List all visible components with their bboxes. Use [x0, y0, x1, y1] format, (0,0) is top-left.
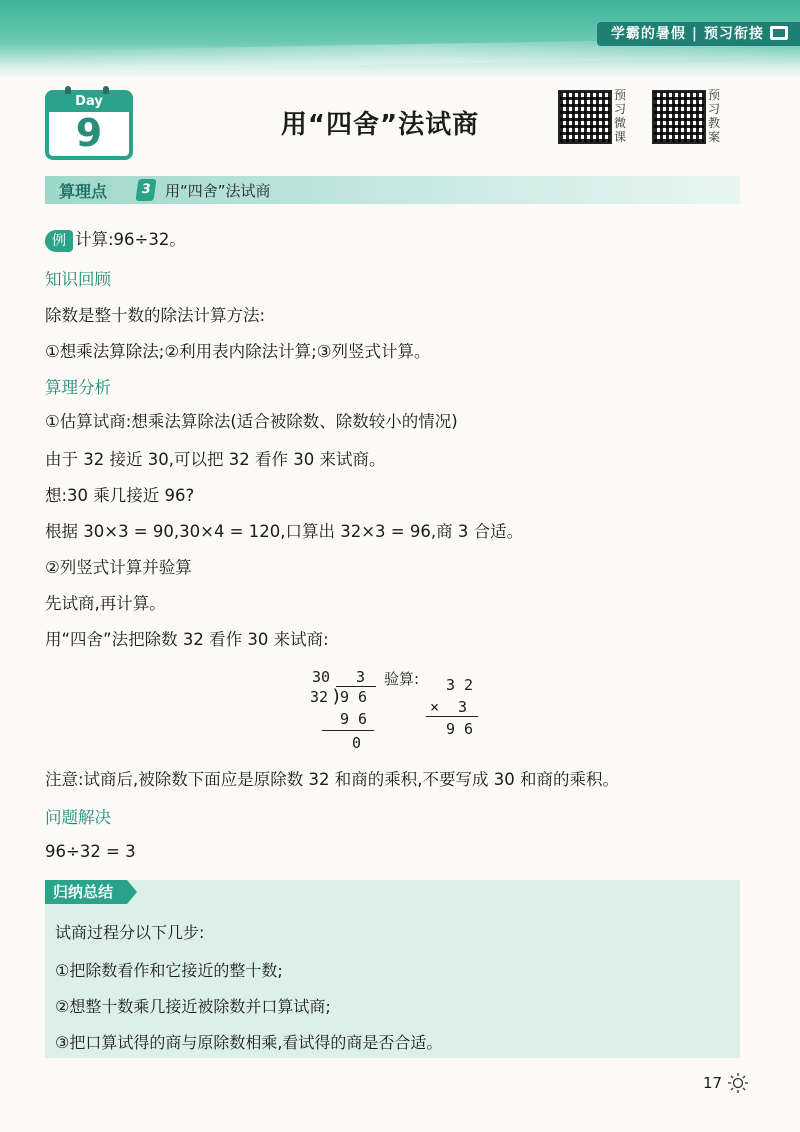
dividend: 9 6	[340, 688, 368, 706]
check-multiplicand: 3 2	[446, 676, 474, 694]
qr-code-icon[interactable]	[558, 90, 612, 144]
check-label: 验算:	[384, 670, 420, 688]
section-number: 3	[135, 179, 156, 201]
long-division	[300, 668, 500, 758]
check-multiplier: 3	[458, 698, 468, 716]
series-name: 学霸的暑假	[610, 26, 686, 42]
section-bar	[45, 176, 740, 204]
summary-box	[45, 880, 740, 1058]
summary-line: ②想整十数乘几接近被除数并口算试商;	[55, 997, 331, 1016]
series-separator: |	[691, 26, 698, 42]
review-line: ①想乘法算除法;②利用表内除法计算;③列竖式计算。	[45, 342, 431, 361]
divisor: 32	[310, 688, 329, 706]
analysis-line: 用“四舍”法把除数 32 看作 30 来试商:	[45, 630, 329, 649]
series-tag	[597, 22, 800, 46]
qr-label-preview-lesson: 预 习 微 课	[614, 88, 627, 144]
analysis-line: 想:30 乘几接近 96?	[45, 486, 195, 505]
summary-line: ①把除数看作和它接近的整十数;	[55, 961, 283, 980]
subtraction-line	[322, 730, 374, 731]
analysis-line: ①估算试商:想乘法算除法(适合被除数、除数较小的情况)	[45, 412, 458, 431]
book-icon	[770, 26, 788, 40]
day-badge	[45, 90, 133, 160]
day-number: 9	[75, 111, 103, 155]
summary-line: ③把口算试得的商与原除数相乘,看试得的商是否合适。	[55, 1033, 443, 1052]
analysis-line: 根据 30×3 = 90,30×4 = 120,口算出 32×3 = 96,商 3 合适。	[45, 522, 524, 541]
summary-line: 试商过程分以下几步:	[55, 923, 205, 942]
page-title: 用“四舍”法试商	[280, 110, 480, 140]
analysis-line: 由于 32 接近 30,可以把 32 看作 30 来试商。	[45, 450, 386, 469]
division-bracket: )	[331, 686, 342, 707]
qr-label-preview-plan: 预 习 教 案	[708, 88, 721, 144]
section-title: 用“四舍”法试商	[165, 182, 271, 200]
note-line: 注意:试商后,被除数下面应是原除数 32 和商的乘积,不要写成 30 和商的乘积。	[45, 770, 620, 789]
review-heading: 知识回顾	[45, 270, 111, 289]
estimated-divisor: 30	[312, 668, 331, 686]
partial-product: 9 6	[340, 710, 368, 728]
analysis-line: 先试商,再计算。	[45, 594, 166, 613]
check-result: 9 6	[446, 720, 474, 738]
check-operator: ×	[430, 698, 440, 716]
example-mark: 例	[45, 230, 73, 252]
example-text: 计算:96÷32。	[75, 230, 186, 249]
analysis-heading: 算理分析	[45, 378, 111, 397]
qr-code-icon[interactable]	[652, 90, 706, 144]
series-subtitle: 预习衔接	[704, 26, 764, 42]
remainder: 0	[352, 734, 362, 752]
division-bar	[336, 686, 376, 687]
quotient: 3	[356, 668, 366, 686]
solution-heading: 问题解决	[45, 808, 111, 827]
example-line	[45, 226, 186, 252]
page-number: 17	[703, 1074, 723, 1092]
check-line	[426, 716, 478, 717]
review-line: 除数是整十数的除法计算方法:	[45, 306, 266, 325]
analysis-line: ②列竖式计算并验算	[45, 558, 192, 577]
solution-text: 96÷32 = 3	[45, 842, 136, 861]
section-label: 算理点	[59, 182, 108, 201]
sun-icon	[727, 1072, 749, 1094]
summary-tag: 归纳总结	[45, 880, 127, 904]
day-label: Day	[49, 94, 129, 112]
